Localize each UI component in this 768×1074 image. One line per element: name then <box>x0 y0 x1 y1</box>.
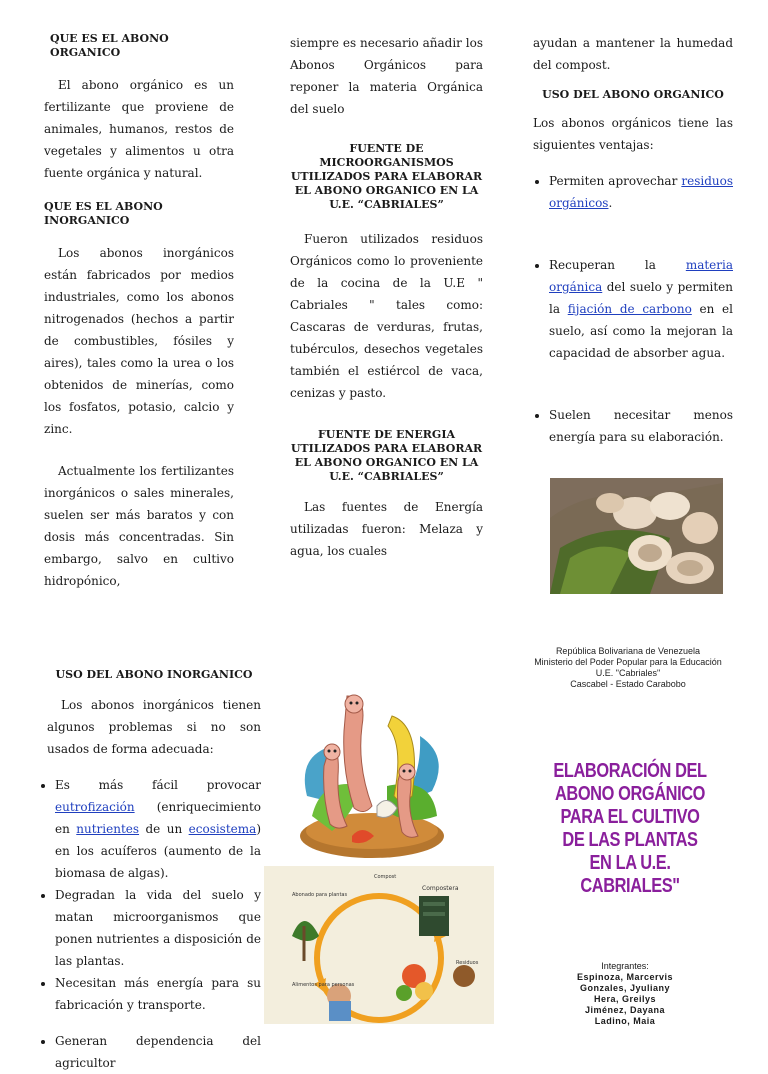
list-item <box>549 170 733 214</box>
link-ecosistema[interactable]: ecosistema <box>188 822 257 836</box>
column-1 <box>44 32 234 592</box>
list-item <box>55 774 261 884</box>
heading-uso-organico: USO DEL ABONO ORGANICO <box>542 88 724 101</box>
list-item: • Suelen necesitar menos energía para su elaboración. <box>549 404 733 448</box>
link-materia-organica[interactable]: materia orgánica <box>549 258 733 294</box>
paragraph-residuos: Fueron utilizados residuos Orgánicos como lo proveniente de la cocina de la U.E " Cabriales " tales como: Cascaras de verduras, frutas, tubérculos, desechos vegetales también el estiércol de vaca, cenizas y pasto. <box>290 232 483 400</box>
paragraph-inorganico: Los abonos inorgánicos están fabricados por medios industriales, como los abonos nitrogenados (hechos a partir de combustibles, fósiles y aires), tales como la urea o los obtenidos de minerías, como los fosfatos, potasio, calcio y zinc. <box>44 246 234 436</box>
paragraph-problemas: Los abonos inorgánicos tienen algunos problemas si no son usados de forma adecuada: <box>47 698 261 756</box>
heading-organico: QUE ES EL ABONO ORGANICO <box>50 32 169 59</box>
team-member: Gonzales, Jyuliany <box>579 983 671 993</box>
cover-line: República Bolivariana de Venezuela <box>555 646 701 656</box>
diagram-label-alimentos: Alimentos para personas <box>292 982 355 988</box>
link-residuos-organicos[interactable]: residuos orgánicos <box>549 174 733 210</box>
team-member: Hera, Greilys <box>593 994 657 1004</box>
team-member: Jiménez, Dayana <box>584 1005 666 1015</box>
cover-header <box>512 646 744 690</box>
cover-line: Ministerio del Poder Popular para la Educación <box>534 657 722 667</box>
team-member: Espinoza, Marcervis <box>576 972 674 982</box>
list-item-text: del suelo y permiten la <box>549 280 733 316</box>
paragraph-organico: El abono orgánico es un fertilizante que proviene de animales, humanos, restos de vegetales y alimentos u otra fuente orgánica y natural. <box>44 78 234 180</box>
list-item-text: Es más fácil provocar <box>55 778 261 792</box>
diagram-label-compostera: Compostera <box>422 885 459 892</box>
paragraph-energia: Las fuentes de Energía utilizadas fueron: Melaza y agua, los cuales <box>290 500 483 558</box>
column-3 <box>533 32 733 448</box>
problemas-list <box>47 774 261 1074</box>
heading-uso-inorganico: USO DEL ABONO INORGANICO <box>55 668 253 681</box>
link-fijacion-carbono[interactable]: fijación de carbono <box>567 302 692 316</box>
heading-inorganico: QUE ES EL ABONO INORGANICO <box>44 200 163 227</box>
list-item-text: Permiten aprovechar <box>549 174 682 188</box>
diagram-label-residuos: Residuos <box>456 960 479 966</box>
paragraph-humedad: ayudan a mantener la humedad del compost. <box>533 36 733 72</box>
paragraph-ventajas: Los abonos orgánicos tiene las siguientes ventajas: <box>533 116 733 152</box>
worms-compost-illustration <box>292 686 452 864</box>
list-item-text: Recuperan la <box>549 258 686 272</box>
cover-title-line: EN LA U.E. CABRIALES" <box>580 852 680 897</box>
compost-cycle-diagram <box>264 866 494 1024</box>
list-item: • Necesitan más energía para su fabricación y transporte. <box>55 972 261 1016</box>
heading-microorganismos: FUENTE DE MICROORGANISMOS UTILIZADOS PARA ELABORAR EL ABONO ORGANICO EN LA U.E. “CABRIALES” <box>290 142 483 211</box>
list-item-text: ) en los acuíferos (aumento de la biomasa de algas). <box>55 822 261 880</box>
heading-energia: FUENTE DE ENERGIA UTILIZADOS PARA ELABORAR EL ABONO ORGANICO EN LA U.E. “CABRIALES” <box>290 428 483 483</box>
diagram-label-abonado: Abonado para plantas <box>292 892 348 898</box>
link-eutrofizacion[interactable]: eutrofización <box>55 800 135 814</box>
column-4 <box>47 668 261 1074</box>
list-item: • Degradan la vida del suelo y matan microorganismos que ponen nutrientes a disposición de las plantas. <box>55 884 261 972</box>
cover-line: U.E. "Cabriales" <box>595 668 661 678</box>
link-nutrientes[interactable]: nutrientes <box>76 822 140 836</box>
list-item-text: de un <box>139 822 189 836</box>
list-item-text: en el suelo, así como la mejoran la capacidad de absorber agua. <box>549 302 733 360</box>
column-2 <box>290 32 483 562</box>
cover-title-line: PARA EL CULTIVO <box>560 806 700 828</box>
list-item: • Generan dependencia del agricultor <box>55 1030 261 1074</box>
list-item <box>549 254 733 364</box>
cover-title-line: DE LAS PLANTAS <box>562 829 698 851</box>
diagram-label-compost: Compost <box>374 874 397 880</box>
cover-title-line: ELABORACIÓN DEL <box>553 760 707 782</box>
cover-title-line: ABONO ORGÁNICO <box>554 783 706 805</box>
team-members <box>540 961 710 1027</box>
team-label: Integrantes: <box>601 961 649 971</box>
eggshell-compost-photo <box>550 478 723 594</box>
paragraph-actualmente: Actualmente los fertilizantes inorgánicos o sales minerales, suelen ser más baratos y con dosis más concentradas. Sin embargo, salvo en cultivo hidropónico, <box>44 464 234 588</box>
ventajas-list <box>533 170 733 448</box>
cover-title <box>548 760 712 898</box>
list-item-text: . <box>608 196 613 210</box>
paragraph-siempre: siempre es necesario añadir los Abonos Orgánicos para reponer la materia Orgánica del suelo <box>290 36 483 116</box>
cover-line: Cascabel - Estado Carabobo <box>570 679 686 689</box>
list-item-text: (enriquecimiento en <box>55 800 261 836</box>
team-member: Ladino, Maia <box>594 1016 656 1026</box>
